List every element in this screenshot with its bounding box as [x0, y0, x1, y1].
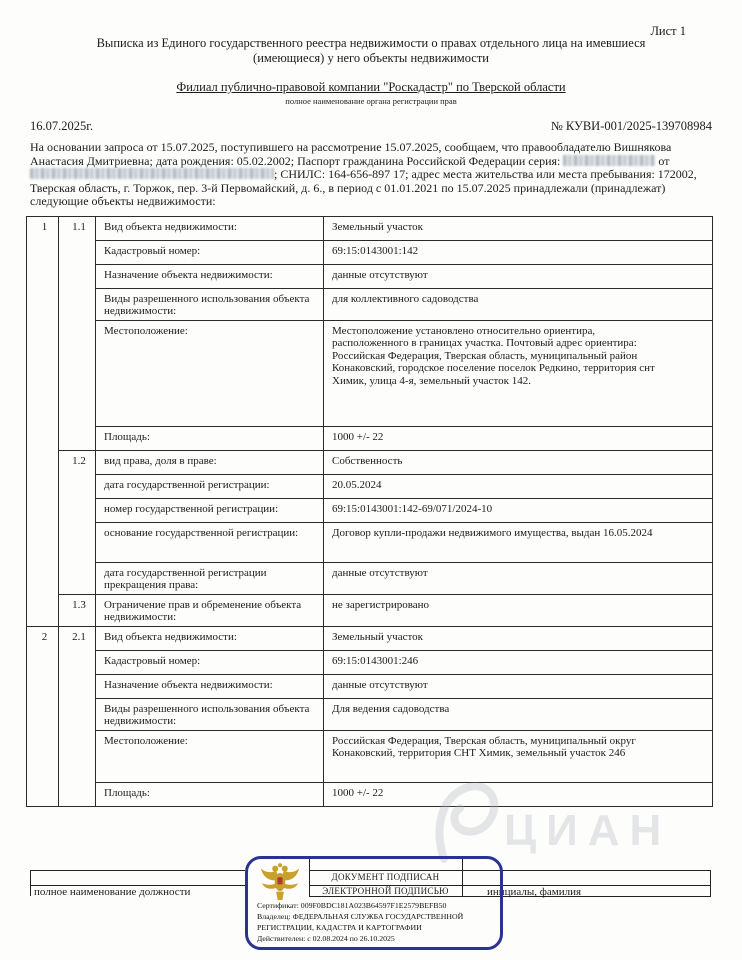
- signature-stamp: [245, 856, 503, 950]
- stamp-signed-line2: ЭЛЕКТРОННОЙ ПОДПИСЬЮ: [322, 886, 449, 896]
- doc-title: Выписка из Единого государственного реестра недвижимости о правах отдельного лица на имевшиеся (имеющиеся) у него объекты недвижимости: [96, 36, 646, 65]
- table-row: [27, 562, 713, 594]
- table-row: [27, 216, 713, 240]
- row-label-cell: Местоположение:: [96, 730, 324, 782]
- row-value-cell: [324, 730, 713, 782]
- table-row: [27, 450, 713, 474]
- table-row: [27, 320, 713, 426]
- table-row: [27, 240, 713, 264]
- row-value-cell: для коллективного садоводства: [324, 288, 713, 320]
- table-row: [27, 674, 713, 698]
- row-label-cell: Местоположение:: [96, 320, 324, 426]
- row-value-cell: [324, 320, 713, 426]
- row-label-cell: номер государственной регистрации:: [96, 498, 324, 522]
- row-value-cell: данные отсутствуют: [324, 562, 713, 594]
- row-value-cell: данные отсутствуют: [324, 674, 713, 698]
- table-row: [27, 498, 713, 522]
- row-value-cell: Земельный участок: [324, 626, 713, 650]
- row-label-cell: Площадь:: [96, 782, 324, 806]
- coat-of-arms-icon: [259, 861, 301, 905]
- row-value-cell: не зарегистрировано: [324, 594, 713, 626]
- signature-right-caption: инициалы, фамилия: [487, 886, 582, 898]
- redacted-passport-series: [563, 155, 655, 166]
- row-label-cell: Вид объекта недвижимости:: [96, 626, 324, 650]
- section-num-cell: 1.2: [59, 450, 96, 594]
- basis-value: Договор купли-продажи недвижимого имущества, выдан 16.05.2024: [332, 526, 653, 539]
- row-label-cell: Кадастровый номер:: [96, 650, 324, 674]
- section-num-cell: 2.1: [59, 626, 96, 806]
- table-row: [27, 730, 713, 782]
- row-label-cell: дата государственной регистрации:: [96, 474, 324, 498]
- stamp-certificate: Сертификат: 009F0BDC181A023B64597F1E2579BEFB50: [257, 901, 447, 910]
- signature-line: [710, 870, 711, 897]
- doc-date: 16.07.2025г.: [30, 119, 94, 133]
- org-name: Филиал публично-правовой компании "Роскадастр" по Тверской области: [176, 80, 566, 94]
- row-value-cell: 69:15:0143001:246: [324, 650, 713, 674]
- table-row: [27, 474, 713, 498]
- stamp-signed-line1: ДОКУМЕНТ ПОДПИСАН: [331, 872, 440, 882]
- doc-number: № КУВИ-001/2025-139708984: [550, 119, 712, 133]
- row-value-cell: Собственность: [324, 450, 713, 474]
- row-label-cell: вид права, доля в праве:: [96, 450, 324, 474]
- table-row: [27, 650, 713, 674]
- table-row: [27, 426, 713, 450]
- row-value-cell: Для ведения садоводства: [324, 698, 713, 730]
- row-value-cell: [324, 522, 713, 562]
- row-label-cell: Вид объекта недвижимости:: [96, 216, 324, 240]
- row-value-cell: данные отсутствуют: [324, 264, 713, 288]
- row-value-cell: 69:15:0143001:142-69/071/2024-10: [324, 498, 713, 522]
- obj-num-cell: 2: [27, 626, 59, 806]
- row-label-cell: Виды разрешенного использования объекта недвижимости:: [96, 698, 324, 730]
- table-row: [27, 698, 713, 730]
- table-row: [27, 782, 713, 806]
- signature-line: [30, 870, 31, 896]
- row-label-cell: Площадь:: [96, 426, 324, 450]
- row-value-cell: 20.05.2024: [324, 474, 713, 498]
- watermark-text: ЦИАН: [504, 806, 672, 855]
- table-row: [27, 522, 713, 562]
- stamp-divider: [462, 859, 463, 896]
- request-connector: от: [658, 153, 670, 168]
- row-value-cell: 1000 +/- 22: [324, 426, 713, 450]
- table-row: [27, 594, 713, 626]
- section-num-cell: 1.1: [59, 216, 96, 450]
- row-label-cell: Ограничение прав и обременение объекта недвижимости:: [96, 594, 324, 626]
- property-table: [26, 216, 713, 807]
- date-row: [30, 119, 712, 134]
- redacted-passport-issuer: [30, 168, 274, 179]
- row-value-cell: Земельный участок: [324, 216, 713, 240]
- stamp-certificate-block: [257, 900, 495, 944]
- stamp-owner-line1: Владелец: ФЕДЕРАЛЬНАЯ СЛУЖБА ГОСУДАРСТВЕННОЙ: [257, 912, 464, 921]
- sheet-label: Лист 1: [650, 24, 686, 38]
- location-value: Российская Федерация, Тверская область, муниципальный округ Конаковский, территория СНТ Химик, земельный участок 246: [332, 734, 636, 760]
- signature-left-caption: полное наименование должности: [34, 886, 191, 898]
- table-row: [27, 264, 713, 288]
- row-label-cell: Кадастровый номер:: [96, 240, 324, 264]
- stamp-owner-line2: РЕГИСТРАЦИИ, КАДАСТРА И КАРТОГРАФИИ: [257, 923, 422, 932]
- table-row: [27, 288, 713, 320]
- row-label-cell: Назначение объекта недвижимости:: [96, 674, 324, 698]
- org-caption: полное наименование органа регистрации прав: [285, 96, 457, 106]
- signature-line: [30, 870, 245, 871]
- obj-num-cell: 1: [27, 216, 59, 626]
- stamp-validity: Действителен: с 02.08.2024 по 26.10.2025: [257, 934, 395, 943]
- row-label-cell: основание государственной регистрации:: [96, 522, 324, 562]
- request-text-before: На основании запроса от 15.07.2025, поступившего на рассмотрение 15.07.2025, сообщаем, что правообладателю Вишнякова Анастасия Дмитриевна; дата рождения: 05.02.2002; Паспорт гражданина Российской Федерации серия:: [30, 140, 672, 168]
- row-label-cell: Виды разрешенного использования объекта недвижимости:: [96, 288, 324, 320]
- request-text-after: ; СНИЛС: 164-656-897 17; адрес места жительства или места пребывания: 172002, Тверская область, г. Торжок, пер. 3-й Первомайский, д. 6., в период с 01.01.2021 по 15.07.2025 принадлежали (принадлежат) следующие объекты недвижимости:: [30, 167, 697, 209]
- row-label-cell: дата государственной регистрации прекращения права:: [96, 562, 324, 594]
- row-label-cell: Назначение объекта недвижимости:: [96, 264, 324, 288]
- location-value: Местоположение установлено относительно ориентира, расположенного в границах участка. Почтовый адрес ориентира: Российская Федерация, Тверская область, муниципальный район Конаковский, городское поселение поселок Редкино, территория снт Химик, улица 4-я, земельный участок 142.: [332, 324, 655, 387]
- request-paragraph: [30, 141, 712, 209]
- table-row: [27, 626, 713, 650]
- row-value-cell: 69:15:0143001:142: [324, 240, 713, 264]
- section-num-cell: 1.3: [59, 594, 96, 626]
- row-value-cell: 1000 +/- 22: [324, 782, 713, 806]
